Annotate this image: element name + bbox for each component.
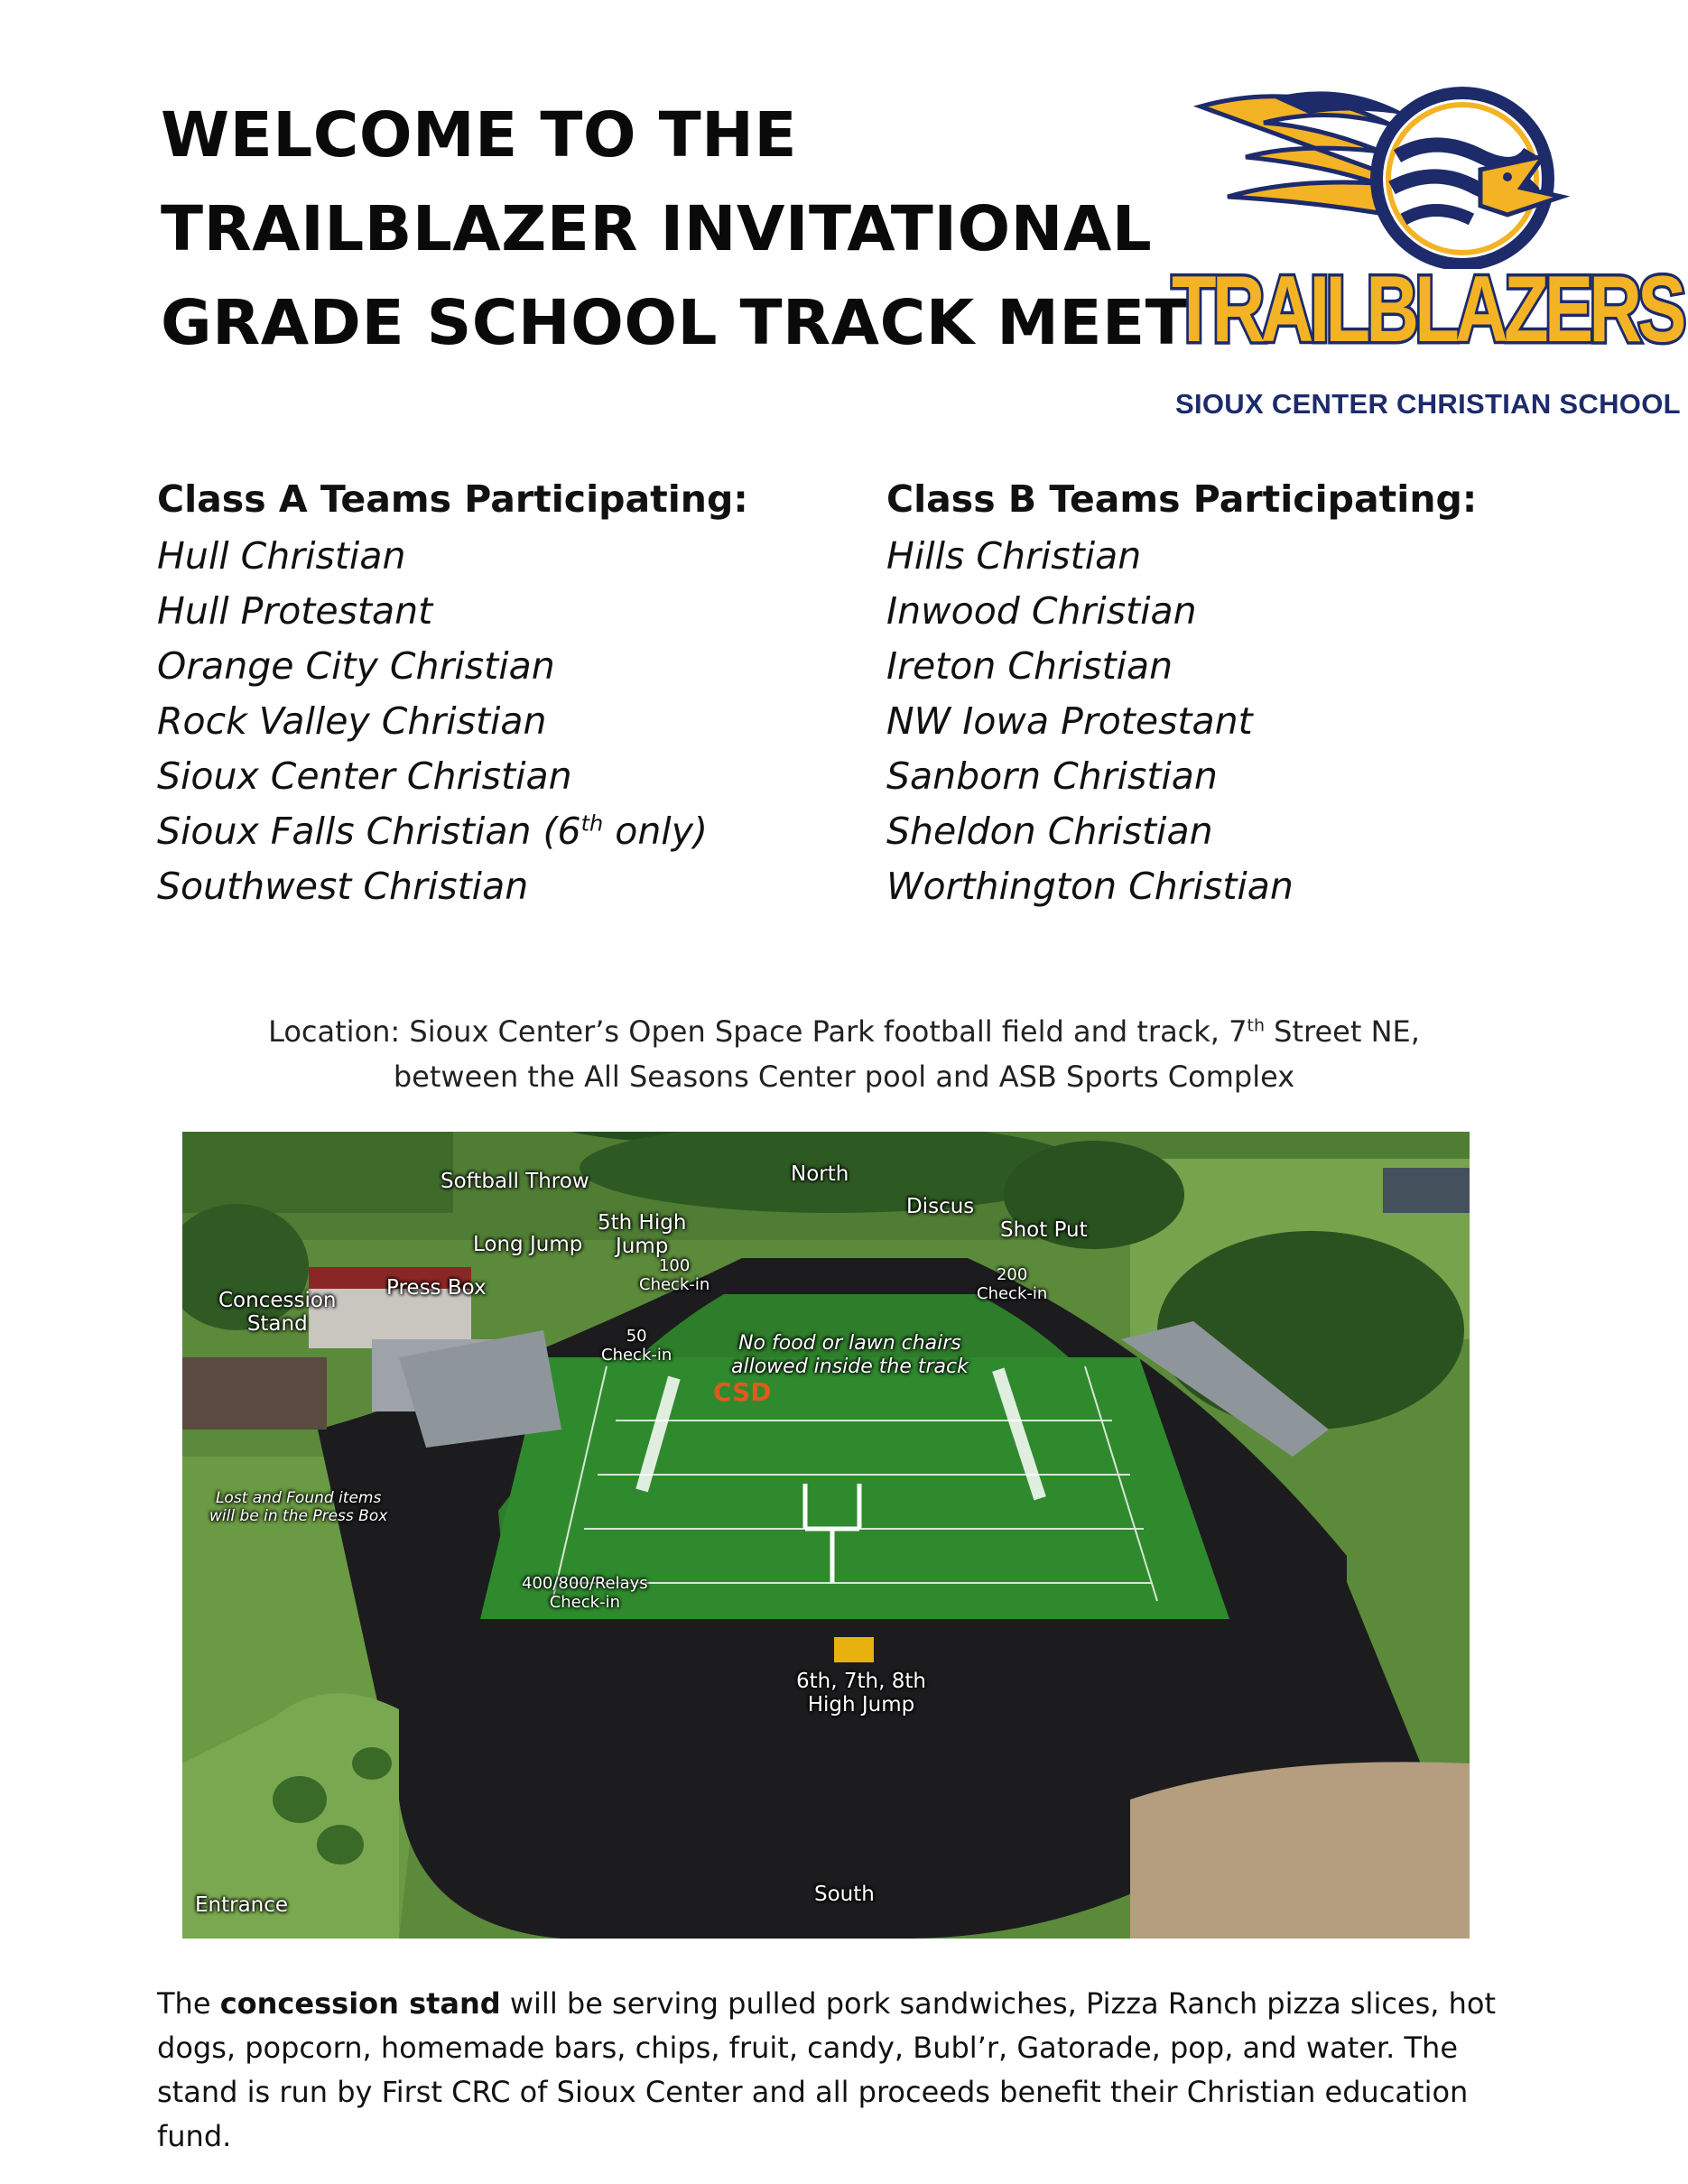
team-note: only)	[603, 810, 708, 853]
label-50-check-in	[601, 1327, 672, 1365]
label-50-check-in-line-2: Check-in	[601, 1346, 672, 1365]
label-no-food-notice	[731, 1332, 969, 1379]
label-lost-and-found	[209, 1489, 387, 1525]
trailblazers-logo	[1164, 70, 1683, 431]
label-200-check-in-line-1: 200	[996, 1265, 1028, 1284]
label-relays-check-in-line-1: 400/800/Relays	[522, 1574, 648, 1593]
team-item: Sioux Center Christian	[157, 754, 572, 798]
label-relays-check-in	[522, 1574, 648, 1612]
class-a-heading: Class A Teams Participating:	[157, 477, 748, 521]
label-50-check-in-line-1: 50	[626, 1327, 647, 1346]
title-line-2: TRAILBLAZER INVITATIONAL	[161, 193, 1153, 265]
aerial-field-map	[182, 1132, 1470, 1939]
label-5th-high-jump-line-1: 5th High	[598, 1211, 687, 1235]
class-b-heading: Class B Teams Participating:	[886, 477, 1478, 521]
label-discus: Discus	[906, 1195, 975, 1218]
label-100-check-in-line-2: Check-in	[639, 1275, 710, 1294]
label-concession-stand-line-1: Concession	[218, 1289, 337, 1312]
location-text	[181, 1009, 1507, 1099]
field-logo-text: CSD	[713, 1377, 772, 1407]
team-item: NW Iowa Protestant	[886, 699, 1253, 743]
location-line-1	[181, 1009, 1507, 1054]
page-title	[161, 88, 1208, 370]
flame-bird-emblem-icon	[1164, 70, 1652, 269]
team-item: Worthington Christian	[886, 865, 1294, 908]
label-no-food-notice-line-2: allowed inside the track	[731, 1356, 969, 1378]
label-concession-stand	[218, 1289, 337, 1336]
team-item: Orange City Christian	[157, 644, 555, 688]
label-5th-high-jump-line-2: Jump	[616, 1235, 669, 1258]
concession-stand-bold: concession stand	[219, 1986, 501, 2021]
label-long-jump: Long Jump	[473, 1233, 583, 1256]
concession-body: will be serving pulled pork sandwiches, Pizza Ranch pizza slices, hot dogs, popcorn, homemade bars, chips, fruit, candy, Bubl’r, Gatorade, pop, and water. The stand is run by First CRC of Sioux Center and all proceeds benefit their Christian education fund.	[157, 1986, 1497, 2153]
label-200-check-in-line-2: Check-in	[977, 1284, 1048, 1303]
logo-wordmark: TRAILBLAZERS	[1172, 257, 1683, 362]
label-concession-stand-line-2: Stand	[246, 1312, 308, 1336]
label-6th-7th-8th-high-jump	[796, 1670, 926, 1717]
team-name: Sioux Falls Christian (6	[157, 810, 581, 853]
ordinal-suffix: th	[1247, 1015, 1265, 1036]
label-100-check-in-line-1: 100	[658, 1256, 691, 1275]
concession-paragraph	[157, 1982, 1547, 2159]
team-item: Hull Christian	[157, 534, 406, 578]
label-200-check-in	[977, 1265, 1047, 1303]
aerial-photo-illustration	[182, 1132, 1470, 1939]
label-shot-put: Shot Put	[1000, 1218, 1088, 1242]
logo-school-name: SIOUX CENTER CHRISTIAN SCHOOL	[1175, 388, 1681, 420]
location-line-2: between the All Seasons Center pool and ASB Sports Complex	[393, 1060, 1295, 1094]
team-item	[157, 804, 843, 859]
team-item: Southwest Christian	[157, 865, 529, 908]
location-line-1-end: Street NE,	[1265, 1014, 1420, 1049]
label-north: North	[791, 1162, 849, 1186]
label-100-check-in	[639, 1256, 710, 1294]
label-6th-7th-8th-high-jump-line-1: 6th, 7th, 8th	[796, 1670, 926, 1693]
label-softball-throw: Softball Throw	[441, 1170, 589, 1193]
label-5th-high-jump	[598, 1211, 686, 1258]
team-item: Sheldon Christian	[886, 810, 1213, 853]
class-a-teams	[157, 469, 843, 914]
location-line-1-main: Location: Sioux Center’s Open Space Park football field and track, 7	[268, 1014, 1247, 1049]
team-item: Sanborn Christian	[886, 754, 1218, 798]
title-line-1: WELCOME TO THE	[161, 99, 798, 171]
concession-intro: The	[157, 1986, 220, 2021]
team-item: Inwood Christian	[886, 589, 1197, 633]
ordinal-suffix: th	[580, 810, 604, 837]
label-relays-check-in-line-2: Check-in	[549, 1593, 620, 1612]
label-no-food-notice-line-1: No food or lawn chairs	[738, 1332, 961, 1355]
label-lost-and-found-line-1: Lost and Found items	[215, 1489, 382, 1507]
label-press-box: Press Box	[386, 1276, 487, 1300]
class-b-teams	[886, 469, 1572, 914]
team-item: Rock Valley Christian	[157, 699, 547, 743]
label-south: South	[814, 1883, 875, 1906]
team-item: Hills Christian	[886, 534, 1142, 578]
team-item: Ireton Christian	[886, 644, 1173, 688]
label-lost-and-found-line-2: will be in the Press Box	[209, 1507, 388, 1525]
title-line-3: GRADE SCHOOL TRACK MEET	[161, 287, 1189, 359]
label-6th-7th-8th-high-jump-line-2: High Jump	[807, 1693, 915, 1717]
label-entrance: Entrance	[195, 1893, 289, 1917]
team-item: Hull Protestant	[157, 589, 433, 633]
